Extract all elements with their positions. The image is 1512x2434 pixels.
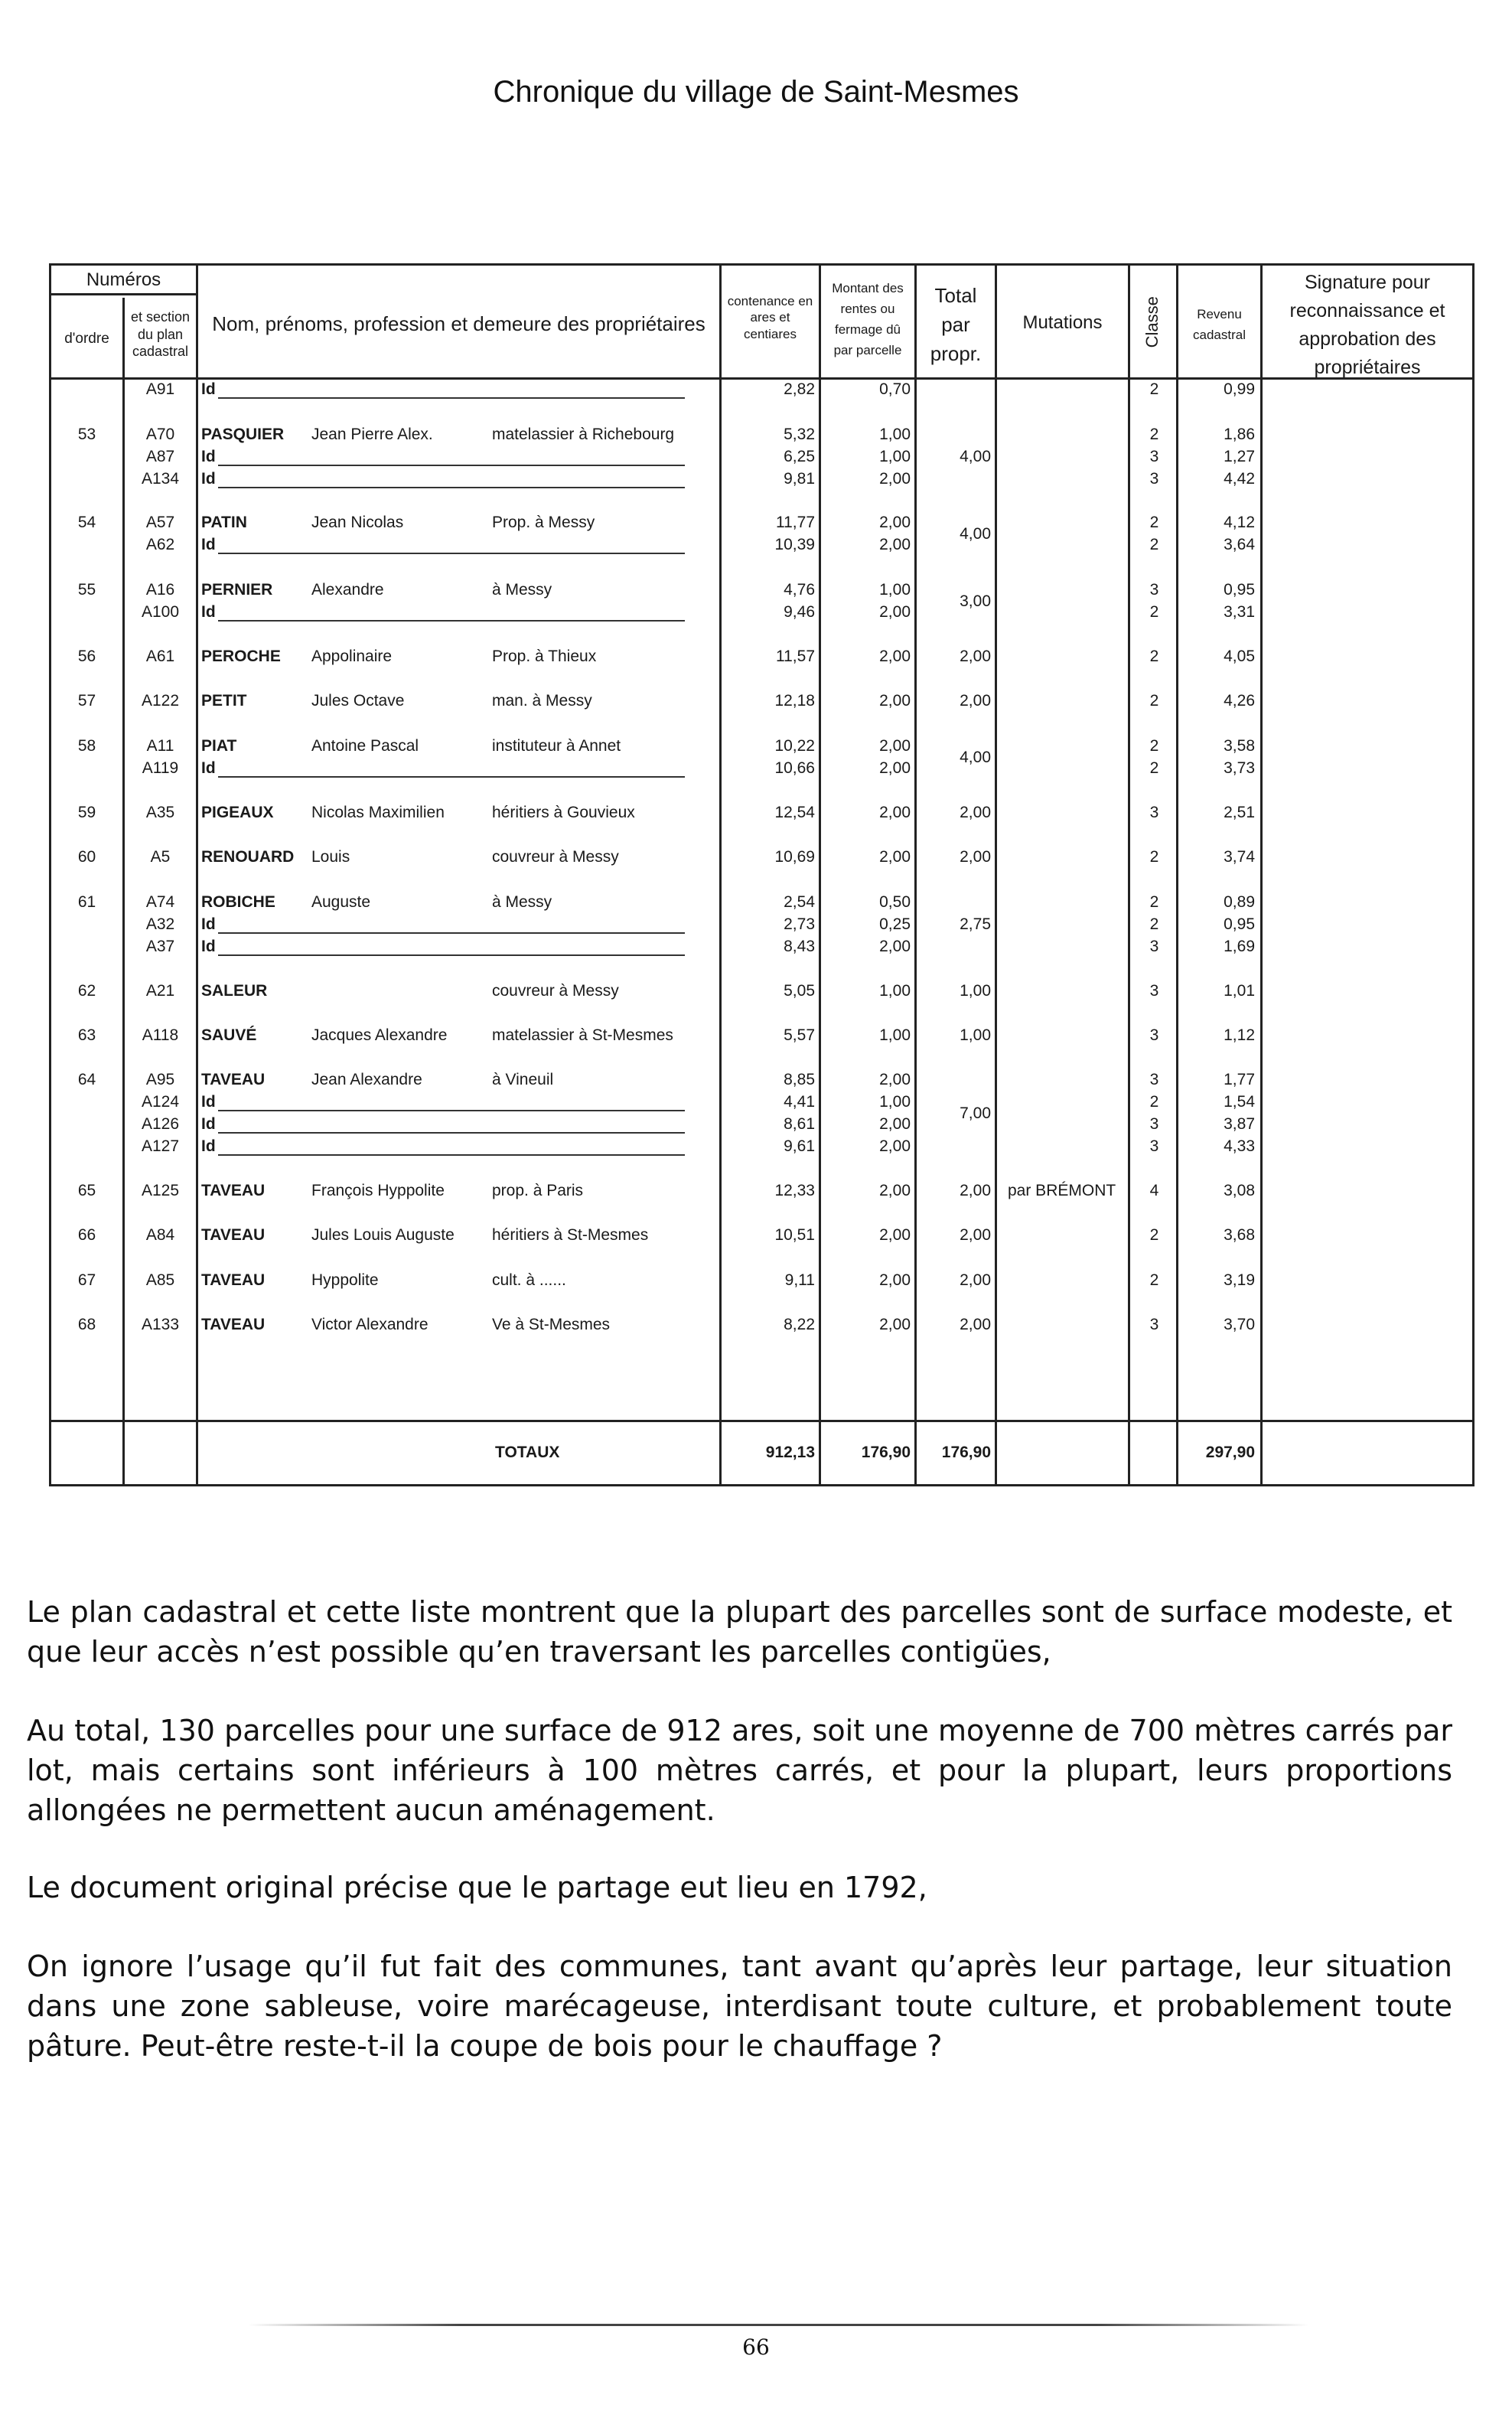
ditto-underline: [218, 1132, 685, 1134]
cell-cont: 8,22: [784, 1316, 815, 1333]
totals-rule: [51, 1420, 1472, 1422]
header-section-line: cadastral: [132, 344, 189, 359]
cell-prenom: Auguste: [311, 893, 371, 911]
cell-total: 1,00: [960, 1026, 991, 1044]
cell-classe: 3: [1149, 1115, 1159, 1133]
cell-revenu: 1,54: [1224, 1093, 1255, 1111]
cell-demeure: cult. à ......: [492, 1271, 566, 1289]
cell-section: A124: [141, 1093, 180, 1111]
cell-montant: 2,00: [879, 759, 911, 777]
cell-prenom: Jean Alexandre: [311, 1071, 422, 1088]
cell-demeure: Prop. à Messy: [492, 514, 595, 531]
cell-montant: 0,50: [879, 893, 911, 911]
cell-nom: Id: [201, 448, 216, 465]
cell-ordre: 61: [77, 893, 96, 911]
cell-montant: 1,00: [879, 1093, 911, 1111]
cell-montant: 2,00: [879, 514, 911, 531]
ditto-underline: [218, 932, 685, 934]
cell-revenu: 1,12: [1224, 1026, 1255, 1044]
cell-total: 2,00: [960, 1226, 991, 1244]
cell-demeure: à Vineuil: [492, 1071, 554, 1088]
cell-nom: Id: [201, 759, 216, 777]
cell-cont: 12,54: [774, 804, 815, 821]
cell-ordre: 65: [77, 1182, 96, 1199]
cell-section: A11: [146, 737, 174, 755]
cell-cont: 9,11: [784, 1271, 815, 1289]
header-names: Nom, prénoms, profession et demeure des propriétaires: [212, 312, 705, 335]
cell-ordre: 66: [77, 1226, 96, 1244]
cell-demeure: couvreur à Messy: [492, 848, 619, 866]
cell-demeure: prop. à Paris: [492, 1182, 584, 1199]
cell-revenu: 3,31: [1224, 603, 1255, 621]
cell-total: 2,00: [960, 692, 991, 710]
cell-ordre: 67: [77, 1271, 96, 1289]
cell-cont: 2,73: [784, 915, 815, 933]
cell-merged-total: 7,00: [960, 1104, 991, 1122]
cell-classe: 3: [1149, 1071, 1159, 1088]
header-classe: Classe: [1142, 296, 1162, 348]
cell-section: A134: [141, 470, 180, 488]
cell-montant: 2,00: [879, 1226, 911, 1244]
cell-revenu: 4,05: [1224, 648, 1255, 665]
cell-nom: TAVEAU: [201, 1226, 266, 1244]
cell-prenom: Victor Alexandre: [311, 1316, 429, 1333]
cell-nom: TAVEAU: [201, 1182, 266, 1199]
cell-montant: 1,00: [879, 426, 911, 443]
header-contenance: [722, 293, 819, 342]
cell-cont: 2,54: [784, 893, 815, 911]
paragraph: Le document original précise que le partage eut lieu en 1792,: [27, 1871, 927, 1904]
cell-section: A21: [145, 982, 175, 1000]
cell-revenu: 3,73: [1224, 759, 1255, 777]
cell-classe: 2: [1149, 603, 1159, 621]
cell-section: A62: [145, 536, 175, 553]
header-total-line: Total: [934, 284, 977, 307]
cell-revenu: 3,70: [1224, 1316, 1255, 1333]
cell-section: A122: [141, 692, 180, 710]
ditto-underline: [218, 465, 685, 466]
cell-section: A133: [141, 1316, 180, 1333]
cell-section: A35: [145, 804, 175, 821]
cell-total: 1,00: [960, 982, 991, 1000]
cell-prenom: Nicolas Maximilien: [311, 804, 445, 821]
cell-prenom: Louis: [311, 848, 350, 866]
cell-classe: 2: [1149, 915, 1159, 933]
cell-merged-total: 4,00: [960, 524, 991, 543]
cell-nom: PATIN: [201, 514, 247, 531]
ditto-underline: [218, 954, 685, 956]
cell-nom: Id: [201, 938, 216, 955]
cell-cont: 5,57: [784, 1026, 815, 1044]
cell-total: 4,00: [960, 448, 991, 465]
cell-cont: 10,22: [774, 737, 815, 755]
cell-classe: 3: [1149, 804, 1159, 821]
cell-cont: 10,51: [774, 1226, 815, 1244]
ditto-underline: [218, 1154, 685, 1156]
cell-demeure: Prop. à Thieux: [492, 648, 597, 665]
cell-classe: 2: [1149, 848, 1159, 866]
cell-montant: 0,70: [879, 380, 911, 398]
cell-revenu: 1,77: [1224, 1071, 1255, 1088]
cell-montant: 2,00: [879, 536, 911, 553]
page-header: Chronique du village de Saint-Mesmes: [493, 75, 1019, 109]
cell-prenom: Appolinaire: [311, 648, 393, 665]
cell-montant: 2,00: [879, 470, 911, 488]
cell-classe: 3: [1149, 581, 1159, 599]
cell-nom: SALEUR: [201, 982, 268, 1000]
cell-nom: Id: [201, 536, 216, 553]
cell-montant: 2,00: [879, 648, 911, 665]
column-rule: [1260, 266, 1263, 1484]
cell-prenom: François Hyppolite: [311, 1182, 445, 1199]
cell-revenu: 1,27: [1224, 448, 1255, 465]
cell-total: 2,00: [960, 648, 991, 665]
header-montant: [821, 278, 914, 361]
cell-revenu: 0,89: [1224, 893, 1255, 911]
cell-cont: 10,39: [774, 536, 815, 553]
cell-classe: 3: [1149, 1026, 1159, 1044]
cell-montant: 2,00: [879, 1316, 911, 1333]
cell-total: 2,00: [960, 848, 991, 866]
cell-section: A91: [145, 380, 175, 398]
cell-classe: 2: [1149, 380, 1159, 398]
cell-ordre: 62: [77, 982, 96, 1000]
cell-cont: 6,25: [784, 448, 815, 465]
header-mutations: Mutations: [1022, 312, 1103, 333]
cell-demeure: matelassier à St-Mesmes: [492, 1026, 673, 1044]
cell-section: A125: [141, 1182, 180, 1199]
cell-cont: 8,61: [784, 1115, 815, 1133]
cell-section: A85: [145, 1271, 175, 1289]
header-total-line: par: [941, 313, 970, 336]
cell-revenu: 2,51: [1224, 804, 1255, 821]
cell-demeure: instituteur à Annet: [492, 737, 621, 755]
cell-total: 2,00: [960, 1271, 991, 1289]
cell-revenu: 4,33: [1224, 1137, 1255, 1155]
footer-rule: [249, 2324, 1308, 2326]
cell-nom: PETIT: [201, 692, 247, 710]
cell-section: A16: [145, 581, 175, 599]
cadastral-register-table: [49, 263, 1475, 1486]
cell-revenu: 3,58: [1224, 737, 1255, 755]
cell-classe: 2: [1149, 1226, 1159, 1244]
cell-montant: 2,00: [879, 1271, 911, 1289]
ditto-underline: [218, 397, 685, 399]
cell-demeure: à Messy: [492, 893, 552, 911]
cell-classe: 3: [1149, 1316, 1159, 1333]
cell-demeure: héritiers à St-Mesmes: [492, 1226, 649, 1244]
header-montant-line: fermage dû: [835, 322, 901, 337]
cell-classe: 2: [1149, 1093, 1159, 1111]
cell-ordre: 63: [77, 1026, 96, 1044]
cell-nom: Id: [201, 380, 216, 398]
ditto-underline: [218, 553, 685, 554]
cell-classe: 3: [1149, 982, 1159, 1000]
cell-section: A118: [142, 1026, 179, 1044]
cell-montant: 1,00: [879, 1026, 911, 1044]
cell-mutation: par BRÉMONT: [1008, 1182, 1116, 1199]
cell-section: A126: [141, 1115, 180, 1133]
cell-cont: 12,33: [774, 1182, 815, 1199]
cell-merged-total: 3,00: [960, 592, 991, 610]
cell-nom: PASQUIER: [201, 426, 285, 443]
cell-ordre: 58: [77, 737, 96, 755]
header-section: [125, 308, 196, 361]
cell-merged-total: 4,00: [960, 748, 991, 766]
cell-montant: 0,25: [879, 915, 911, 933]
cell-montant: 2,00: [879, 737, 911, 755]
header-montant-line: par parcelle: [833, 343, 902, 357]
cell-cont: 10,66: [774, 759, 815, 777]
cell-nom: RENOUARD: [201, 848, 295, 866]
cell-demeure: couvreur à Messy: [492, 982, 619, 1000]
cell-ordre: 55: [77, 581, 96, 599]
cell-nom: SAUVÉ: [201, 1026, 257, 1044]
cell-revenu: 0,95: [1224, 915, 1255, 933]
cell-cont: 8,85: [784, 1071, 815, 1088]
cell-section: A100: [141, 603, 180, 621]
cell-ordre: 53: [77, 426, 96, 443]
cell-section: A70: [145, 426, 175, 443]
cell-prenom: Jules Louis Auguste: [311, 1226, 455, 1244]
cell-classe: 3: [1149, 938, 1159, 955]
cell-cont: 9,46: [784, 603, 815, 621]
cell-montant: 2,00: [879, 1182, 911, 1199]
cell-prenom: Hyppolite: [311, 1271, 379, 1289]
cell-montant: 2,00: [879, 603, 911, 621]
cell-revenu: 1,01: [1224, 982, 1255, 1000]
header-signature-line: reconnaissance et: [1289, 300, 1445, 321]
cell-revenu: 3,68: [1224, 1226, 1255, 1244]
cell-classe: 4: [1149, 1182, 1159, 1199]
cell-montant: 2,00: [879, 804, 911, 821]
cell-classe: 2: [1149, 514, 1159, 531]
cell-revenu: 4,42: [1224, 470, 1255, 488]
cell-cont: 10,69: [774, 848, 815, 866]
cell-revenu: 0,95: [1224, 581, 1255, 599]
cell-montant: 1,00: [879, 581, 911, 599]
cell-montant: 1,00: [879, 982, 911, 1000]
cell-ordre: 54: [77, 514, 96, 531]
cell-classe: 3: [1149, 470, 1159, 488]
cell-revenu: 4,26: [1224, 692, 1255, 710]
cell-cont: 9,81: [784, 470, 815, 488]
cell-classe: 2: [1149, 692, 1159, 710]
cell-montant: 2,00: [879, 692, 911, 710]
ditto-underline: [218, 620, 685, 622]
cell-demeure: man. à Messy: [492, 692, 592, 710]
header-total: [917, 281, 995, 368]
totals-revenu: 297,90: [1205, 1444, 1255, 1461]
cell-revenu: 3,74: [1224, 848, 1255, 866]
cell-section: A61: [145, 648, 175, 665]
cell-classe: 2: [1149, 893, 1159, 911]
header-contenance-line: ares et: [750, 310, 790, 325]
header-section-line: du plan: [137, 326, 184, 342]
ditto-underline: [218, 1110, 685, 1111]
cell-classe: 2: [1149, 426, 1159, 443]
cell-total: 2,00: [960, 1316, 991, 1333]
cell-section: A119: [142, 759, 179, 777]
header-revenu-line: cadastral: [1193, 328, 1246, 342]
cell-nom: PERNIER: [201, 581, 273, 599]
cell-revenu: 1,86: [1224, 426, 1255, 443]
cell-nom: Id: [201, 470, 216, 488]
ditto-underline: [218, 487, 685, 488]
cell-section: A37: [145, 938, 175, 955]
header-signature-line: propriétaires: [1314, 357, 1421, 378]
cell-ordre: 56: [77, 648, 96, 665]
cell-nom: ROBICHE: [201, 893, 275, 911]
cell-prenom: Jules Octave: [311, 692, 405, 710]
cell-montant: 2,00: [879, 1115, 911, 1133]
header-contenance-line: centiares: [744, 326, 797, 341]
cell-montant: 2,00: [879, 938, 911, 955]
paragraph: On ignore l’usage qu’il fut fait des communes, tant avant qu’après leur partage, leur situation dans une zone sableuse, voire marécageuse, interdisant toute culture, et probablement toute pâture. Peut-être reste-t-il la coupe de bois pour le chauffage ?: [27, 1949, 1452, 2063]
cell-classe: 3: [1149, 1137, 1159, 1155]
cell-classe: 2: [1149, 759, 1159, 777]
cell-ordre: 57: [77, 692, 96, 710]
cell-cont: 11,77: [776, 514, 815, 531]
cell-nom: TAVEAU: [201, 1071, 266, 1088]
cell-total: 2,00: [960, 804, 991, 821]
cell-ordre: 60: [77, 848, 96, 866]
header-revenu-line: Revenu: [1197, 307, 1242, 321]
cell-classe: 2: [1149, 536, 1159, 553]
cell-demeure: matelassier à Richebourg: [492, 426, 675, 443]
cell-nom: PEROCHE: [201, 648, 281, 665]
cell-nom: Id: [201, 1115, 216, 1133]
cell-montant: 2,00: [879, 1137, 911, 1155]
cell-section: A57: [145, 514, 175, 531]
page-number: 66: [742, 2334, 770, 2360]
cell-demeure: à Messy: [492, 581, 552, 599]
cell-revenu: 3,08: [1224, 1182, 1255, 1199]
cell-section: A127: [141, 1137, 180, 1155]
header-rule: [51, 293, 196, 295]
cell-prenom: Jacques Alexandre: [311, 1026, 448, 1044]
totals-montant: 176,90: [861, 1444, 911, 1461]
cell-prenom: Alexandre: [311, 581, 384, 599]
header-montant-line: Montant des: [832, 281, 904, 295]
paragraph: Au total, 130 parcelles pour une surface de 912 ares, soit une moyenne de 700 mètres carrés par lot, mais certains sont inférieurs à 100 mètres carrés, et pour la plupart, leurs proportions allongées ne permettent aucun aménagement.: [27, 1714, 1452, 1827]
cell-cont: 4,41: [784, 1093, 815, 1111]
cell-revenu: 3,64: [1224, 536, 1255, 553]
column-rule: [995, 266, 997, 1484]
cell-cont: 4,76: [784, 581, 815, 599]
cell-revenu: 3,19: [1224, 1271, 1255, 1289]
cell-section: A87: [145, 448, 175, 465]
cell-ordre: 59: [77, 804, 96, 821]
cell-nom: PIGEAUX: [201, 804, 274, 821]
cell-section: A5: [150, 848, 171, 866]
cell-nom: TAVEAU: [201, 1316, 266, 1333]
header-signature-line: Signature pour: [1304, 272, 1430, 293]
cell-revenu: 4,12: [1224, 514, 1255, 531]
cell-montant: 2,00: [879, 1071, 911, 1088]
cell-cont: 5,05: [784, 982, 815, 1000]
cell-demeure: héritiers à Gouvieux: [492, 804, 635, 821]
cell-classe: 3: [1149, 448, 1159, 465]
cell-cont: 2,82: [784, 380, 815, 398]
cell-demeure: Ve à St-Mesmes: [492, 1316, 611, 1333]
header-revenu: [1178, 304, 1260, 345]
cell-cont: 5,32: [784, 426, 815, 443]
cell-montant: 1,00: [879, 448, 911, 465]
cell-prenom: Antoine Pascal: [311, 737, 419, 755]
cell-total: 2,00: [960, 1182, 991, 1199]
cell-prenom: Jean Nicolas: [311, 514, 404, 531]
cell-nom: Id: [201, 1137, 216, 1155]
cell-revenu: 1,69: [1224, 938, 1255, 955]
cell-nom: TAVEAU: [201, 1271, 266, 1289]
cell-prenom: Jean Pierre Alex.: [311, 426, 433, 443]
cell-section: A95: [145, 1071, 175, 1088]
cell-revenu: 0,99: [1224, 380, 1255, 398]
header-section-line: et section: [130, 309, 191, 325]
header-total-line: propr.: [930, 342, 982, 365]
header-numeros: Numéros: [86, 269, 161, 290]
totals-contenance: 912,13: [765, 1444, 815, 1461]
cell-ordre: 64: [77, 1071, 96, 1088]
cell-classe: 2: [1149, 648, 1159, 665]
cell-nom: PIAT: [201, 737, 237, 755]
cell-total: 2,75: [960, 915, 991, 933]
totals-label: TOTAUX: [495, 1444, 560, 1461]
header-signature-line: approbation des: [1299, 328, 1436, 350]
cell-nom: Id: [201, 915, 216, 933]
cell-ordre: 68: [77, 1316, 96, 1333]
cell-cont: 9,61: [784, 1137, 815, 1155]
header-ordre: d'ordre: [64, 331, 109, 347]
cell-nom: Id: [201, 1093, 216, 1111]
paragraph: Le plan cadastral et cette liste montrent que la plupart des parcelles sont de surface modeste, et que leur accès n’est possible qu’en traversant les parcelles contigües,: [27, 1595, 1452, 1669]
cell-cont: 8,43: [784, 938, 815, 955]
column-rule: [196, 266, 198, 1484]
cell-classe: 2: [1149, 1271, 1159, 1289]
header-montant-line: rentes ou: [840, 302, 895, 316]
cell-classe: 2: [1149, 737, 1159, 755]
ditto-underline: [218, 776, 685, 778]
cell-cont: 11,57: [776, 648, 815, 665]
totals-total: 176,90: [941, 1444, 991, 1461]
cell-section: A84: [145, 1226, 175, 1244]
cell-montant: 2,00: [879, 848, 911, 866]
header-contenance-line: contenance en: [727, 294, 813, 308]
cell-cont: 12,18: [774, 692, 815, 710]
cell-section: A32: [145, 915, 175, 933]
cell-revenu: 3,87: [1224, 1115, 1255, 1133]
cell-section: A74: [145, 893, 175, 911]
cell-nom: Id: [201, 603, 216, 621]
header-signature: [1263, 269, 1472, 382]
